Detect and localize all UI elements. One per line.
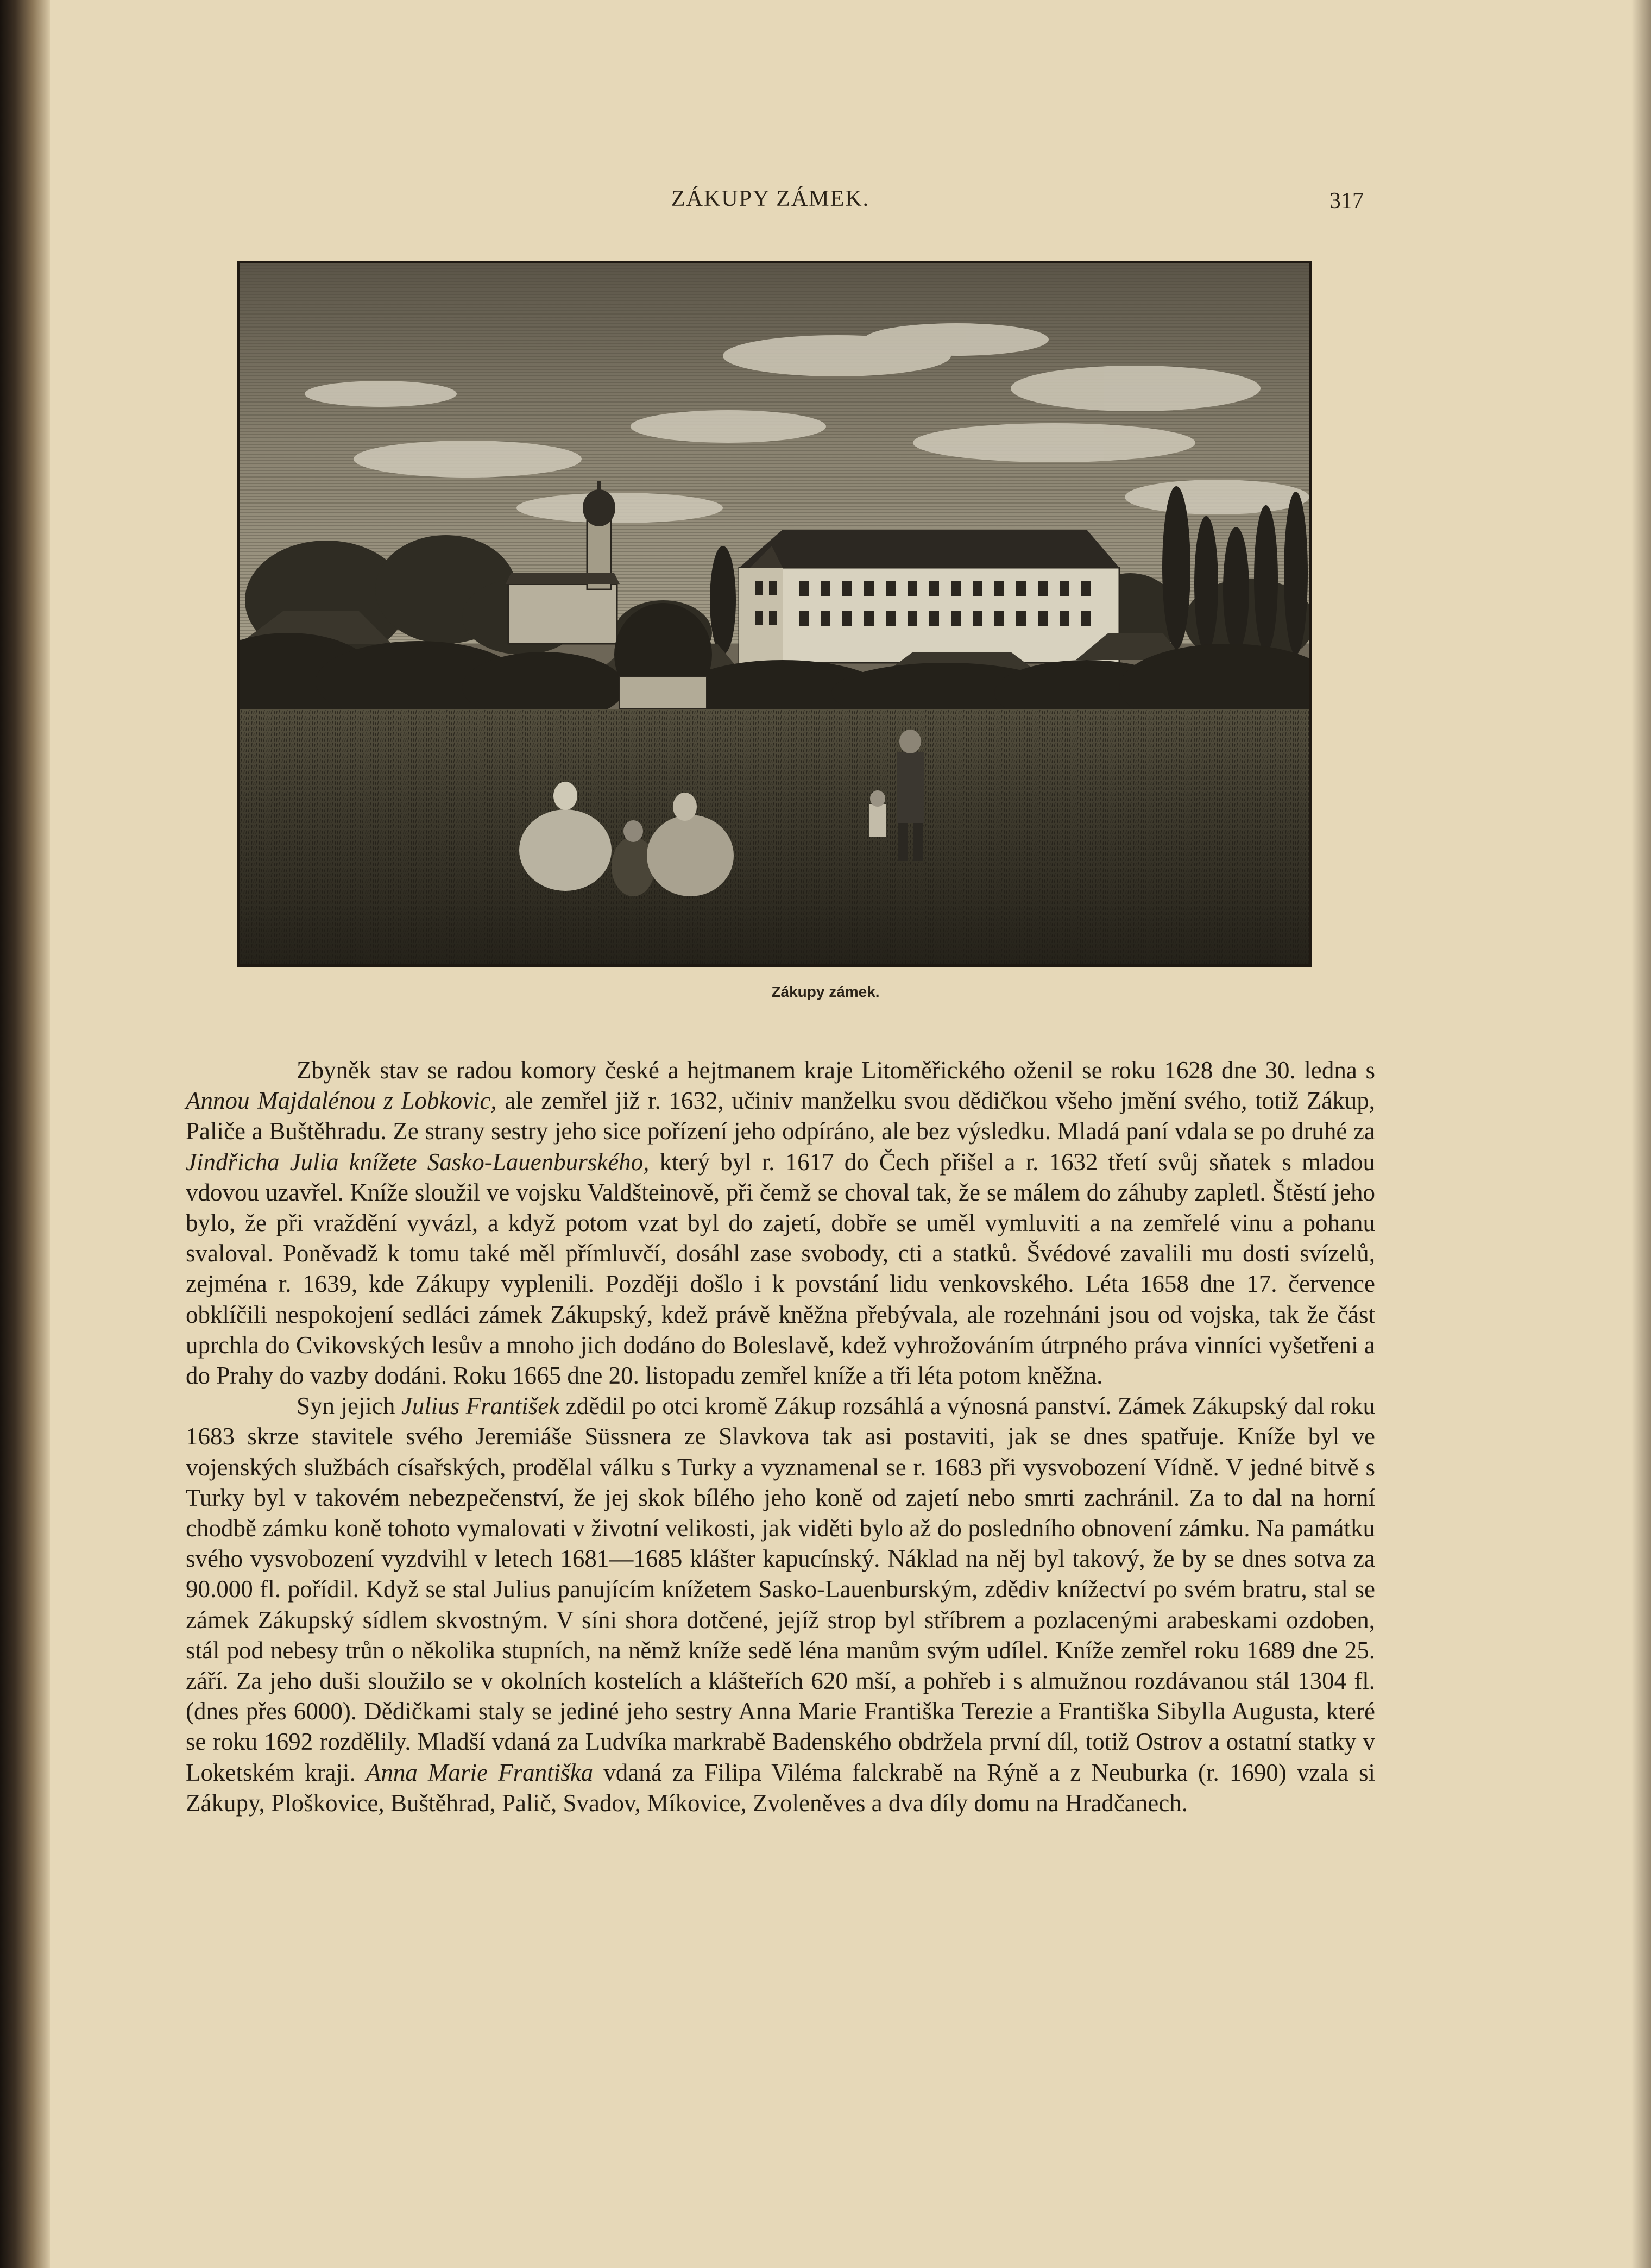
page-number: 317 bbox=[1329, 189, 1364, 213]
italic-name: Jindřicha Julia knížete Sasko-Lauenburského, bbox=[186, 1148, 650, 1176]
text-run: Syn jejich bbox=[297, 1392, 401, 1420]
text-run: zdědil po otci kromě Zákup rozsáhlá a výnosná panství. Zámek Zákupský dal roku 1683 skrze stavitele svého Jeremiáše Süssnera ze Slavkova tak asi postaviti, jak se dnes spatřuje. Kníže byl ve vojenských službách císařských, prodělal válku s Turky a vyznamenal se r. 1683 při vysvobození Vídně. V jedné bitvě s Turky byl v takovém nebezpečenství, že jej skok bílého jeho koně od zajetí nebo smrti zachránil. Za to dal na horní chodbě zámku koně tohoto vymalovati v životní velikosti, jak viděti bylo až do posledního obnovení zámku. Na památku svého vysvobození vyzdvihl v letech 1681—1685 klášter kapucínský. Náklad na něj byl takový, že by se dnes sotva za 90.000 fl. pořídil. Když se stal Julius panujícím knížetem Sasko-Lauenburským, zdědiv knížectví po svém bratru, stal se zámek Zákupský sídlem skvostným. V síni shora dotčené, jejíž strop byl stříbrem a pozlacenými arabeskami ozdoben, stál pod nebesy trůn o několika stupních, na němž kníže sedě léna manům svým udílel. Kníže zemřel roku 1689 dne 25. září. Za jeho duši sloužilo se v okolních kostelích a klášteřích 620 mší, a pohřeb i s almužnou rozdávanou stál 1304 fl. (dnes přes 6000). Dědičkami staly se jediné jeho sestry Anna Marie Františka Terezie a Františka Sibylla Augusta, které se roku 1692 rozdělily. Mladší vdaná za Ludvíka markrabě Badenského obdržela první díl, totiž Ostrov a ostatní statky v Loketském kraji. bbox=[186, 1392, 1375, 1786]
body-text bbox=[186, 1055, 1375, 1818]
text-run: který byl r. 1617 do Čech přišel a r. 1632 třetí svůj sňatek s mladou vdovou uzavřel. Kníže sloužil ve vojsku Valdšteinově, při čemž se choval tak, že se málem do záhuby zapletl. Štěstí jeho bylo, že při vraždění vyvázl, a když potom vzat byl do zajetí, dobře se uměl vymluviti a na zemřelé vinu a pohanu svaloval. Poněvadž k tomu také měl přímluvčí, dosáhl zase svobody, cti a statků. Švédové zavalili mu dosti svízelů, zejména r. 1639, kde Zákupy vyplenili. Později došlo i k povstání lidu venkovského. Léta 1658 dne 17. července obklíčili nespokojení sedláci zámek Zákupský, kdež právě kněžna přebývala, ale rozehnáni jsou od vojska, tak že část uprchla do Cvikovských lesův a mnoho jich dodáno do Boleslavě, kdež vyhrožováním útrpného práva vinníci vyšetřeni a do Prahy do vazby dodáni. Roku 1665 dne 20. listopadu zemřel kníže a tři léta potom kněžna. bbox=[186, 1148, 1375, 1390]
engraving-illustration bbox=[237, 261, 1312, 967]
running-head-title: ZÁKUPY ZÁMEK. bbox=[671, 186, 870, 211]
page-edge-shadow bbox=[1631, 0, 1651, 2268]
castle-landscape-engraving bbox=[240, 263, 1309, 964]
italic-name: Anna Marie Františka bbox=[366, 1758, 594, 1786]
text-run: ale zemřel již r. 1632, učiniv manželku svou dědičkou všeho jmění svého, totiž Zákup, Paliče a Buštěhradu. Ze strany sestry jeho sice pořízení jeho odpíráno, ale bez výsledku. Mladá paní vdala se po druhé za bbox=[186, 1087, 1375, 1145]
text-run: vdaná za Filipa Viléma falckrabě na Rýně a z Neuburka (r. 1690) vzala si Zákupy, Ploškovice, Buštěhrad, Palič, Svadov, Míkovice, Zvoleněves a dva díly domu na Hradčanech. bbox=[186, 1758, 1375, 1817]
paragraph bbox=[186, 1391, 1375, 1818]
italic-name: Julius František bbox=[401, 1392, 560, 1420]
text-run: Zbyněk stav se radou komory české a hejtmanem kraje Litoměřického oženil se roku 1628 dne 30. ledna s bbox=[297, 1057, 1375, 1084]
italic-name: Annou Majdalénou z Lobkovic, bbox=[186, 1087, 497, 1115]
figure-caption: Zákupy zámek. bbox=[771, 983, 880, 1000]
book-gutter-shadow bbox=[0, 0, 50, 2268]
paragraph bbox=[186, 1055, 1375, 1391]
